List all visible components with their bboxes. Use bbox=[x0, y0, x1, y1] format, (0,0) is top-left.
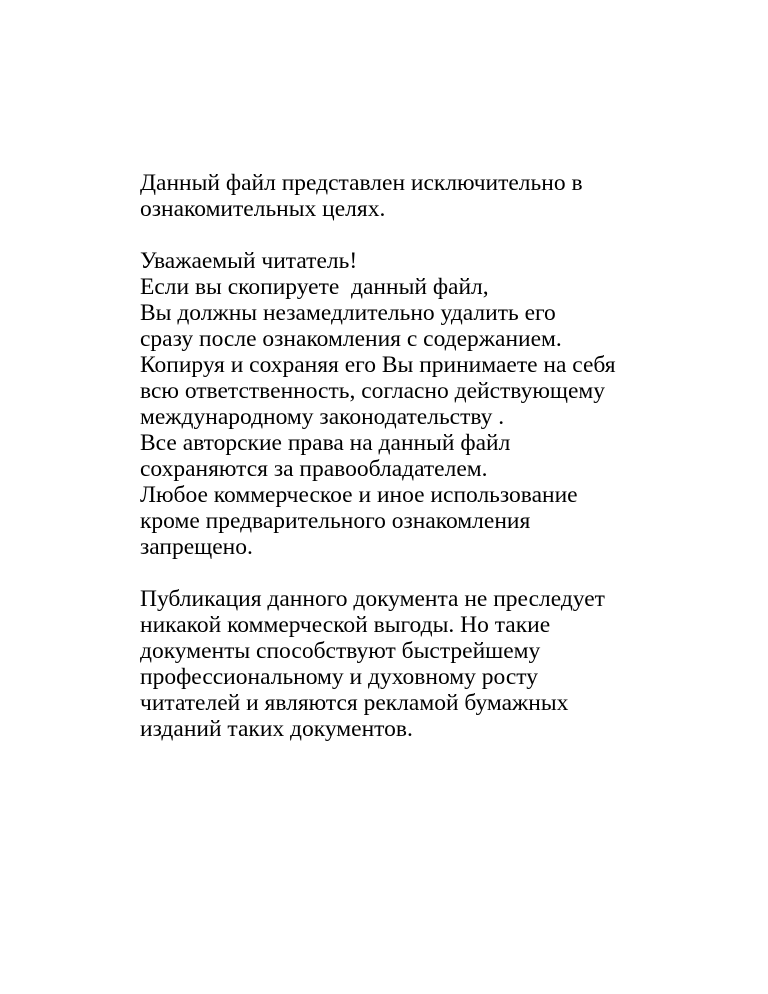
text-line: Копируя и сохраняя его Вы принимаете на себя bbox=[140, 352, 616, 378]
text-line: изданий таких документов. bbox=[140, 716, 413, 742]
paragraph-notice bbox=[140, 248, 740, 560]
text-line: Все авторские права на данный файл bbox=[140, 430, 511, 456]
text-line: ознакомительных целях. bbox=[140, 196, 386, 222]
text-line: Публикация данного документа не преследует bbox=[140, 586, 605, 612]
text-line: Любое коммерческое и иное использование bbox=[140, 482, 578, 508]
text-line: сохраняются за правообладателем. bbox=[140, 456, 488, 482]
text-line: всю ответственность, согласно действующему bbox=[140, 378, 606, 404]
text-line: международному законодательству . bbox=[140, 404, 505, 430]
paragraph-intro bbox=[140, 170, 740, 222]
text-line: документы способствуют быстрейшему bbox=[140, 638, 541, 664]
text-line: запрещено. bbox=[140, 534, 253, 560]
text-line: сразу после ознакомления с содержанием. bbox=[140, 326, 562, 352]
text-line: Если вы скопируете данный файл, bbox=[140, 274, 489, 300]
text-line: Данный файл представлен исключительно в bbox=[140, 170, 583, 196]
paragraph-spacer bbox=[140, 222, 740, 248]
text-line: читателей и являются рекламой бумажных bbox=[140, 690, 569, 716]
paragraph-publication bbox=[140, 586, 740, 742]
text-line: никакой коммерческой выгоды. Но такие bbox=[140, 612, 551, 638]
text-line: Вы должны незамедлительно удалить его bbox=[140, 300, 556, 326]
disclaimer-text bbox=[140, 170, 740, 742]
text-line: Уважаемый читатель! bbox=[140, 248, 358, 274]
paragraph-spacer bbox=[140, 560, 740, 586]
text-line: профессиональному и духовному росту bbox=[140, 664, 538, 690]
text-line: кроме предварительного ознакомления bbox=[140, 508, 531, 534]
